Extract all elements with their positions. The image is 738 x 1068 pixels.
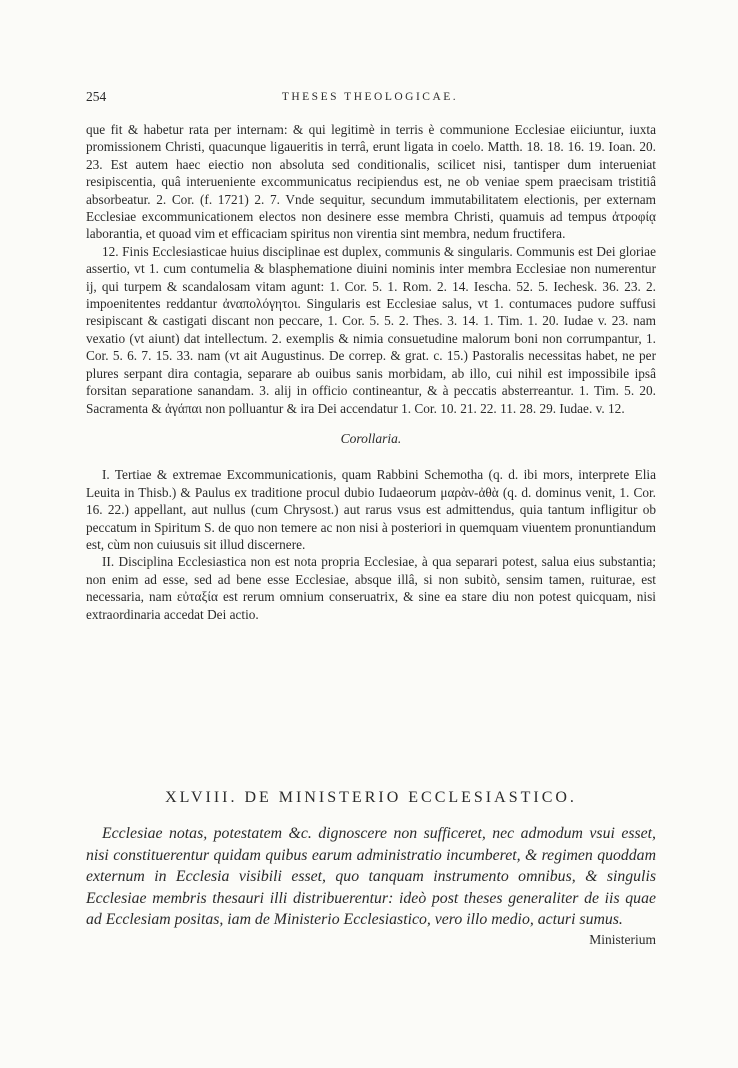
section-title: XLVIII. DE MINISTERIO ECCLESIASTICO. xyxy=(165,789,577,806)
paragraph-continuation: que fit & habetur rata per internam: & qui legitimè in terris è communione Ecclesiae eiiciuntur, iuxta promissionem Christi, quacunque ligaueritis in terrâ, erunt ligata in coelo. Matth. 18. 18. 16. 19. Ioan. 20. 23. Est autem haec eiectio non absoluta sed conditionalis, scilicet nisi, tantisper dum interueniat resipiscentia, quâ interueniente excommunicatus recipiendus est, ne ob veniae spem praecisam tristitiâ absorbeatur. 2. Cor. (f. 1721) 2. 7. Vnde sequitur, secundum immutabilitatem electionis, per externam Ecclesiae excommunicationem electos non desinere esse membra Christi, quamuis ad tempus ἀτροφίᾳ laborantia, et quoad vim et efficaciam spiritus non virentia sint membra, nedum fructifera. xyxy=(86,122,656,242)
running-title: THESES THEOLOGICAE. xyxy=(281,91,459,103)
section-intro: Ecclesiae notas, potestatem &c. dignoscere non sufficeret, nec admodum vsui esset, nisi constituerentur quidam quibus earum administratio incumberet, & regimen quoddam externum in Ecclesia visibili esset, quo tanquam instrumento omnibus, & singulis Ecclesiae membris thesauri illi distribuerentur: ideò post theses generaliter de iis quae ad Ecclesiam positas, iam de Ministerio Ecclesiastico, vero illo medio, acturi sumus. xyxy=(86,825,656,929)
corollary-2: II. Disciplina Ecclesiastica non est nota propria Ecclesiae, à qua separari potest, salua eius substantia; non enim ad esse, sed ad bene esse Ecclesiae, absque illâ, si non subitò, sensim tamen, ruiturae, est necessaria, nam εὐταξία est rerum omnium conseruatrix, & sine ea stare diu non potest quicquam, nisi extraordinaria accedat Dei actio. xyxy=(86,554,656,622)
page-header xyxy=(86,89,654,105)
page-number: 254 xyxy=(86,89,107,104)
section-ministerio xyxy=(86,789,656,948)
corollary-1: I. Tertiae & extremae Excommunicationis, quam Rabbini Schemotha (q. d. ibi mors, interprete Elia Leuita in Thisb.) & Paulus ex traditione procul dubio Iudaeorum μαρὰν-ἀθὰ (q. d. dominus venit, 1. Cor. 16. 22.) appellant, aut nullus (cum Chrysost.) aut rarus vsus est admittendus, quia tantum infligitur ob peccatum in Spiritum S. de quo non temere ac non nisi à posteriori in quemquam viuentem pronuntiandum est, cùm non cuiusuis sit illud discernere. xyxy=(86,467,656,552)
corollaria-heading: Corollaria. xyxy=(340,430,402,446)
main-text xyxy=(86,121,656,623)
paragraph-thesis-12: 12. Finis Ecclesiasticae huius disciplinae est duplex, communis & singularis. Communis est Dei gloriae assertio, vt 1. cum contumelia & blasphematione diuini nominis inter membra Ecclesiae non numerentur ij, qui turpem & scandalosam vitam agunt: 1. Cor. 5. 1. Rom. 2. 14. Iescha. 52. 5. Iechesk. 36. 23. 2. impoenitentes reddantur ἀναπολόγητοι. Singularis est Ecclesiae salus, vt 1. contumaces pudore suffusi resipiscant & castigati discant non peccare, 1. Cor. 5. 5. 2. Thes. 3. 14. 1. Tim. 1. 20. Iudae v. 23. nam vexatio (vt aiunt) dat intellectum. 2. exemplis & nimia consuetudine malorum boni non corrumpantur, 1. Cor. 5. 6. 7. 15. 33. nam (vt ait Augustinus. De correp. & grat. c. 15.) Pastoralis necessitas habet, ne per plures serpant dira contagia, separare ab ouibus sanis morbidam, ab illo, cui nihil est impossibile ipsâ forsitan separatione sanandam. 3. alij in officio contineantur, & à peccatis absterreantur. 1. Tim. 5. 20. Sacramenta & ἀγάπαι non polluantur & ira Dei accendatur 1. Cor. 10. 21. 22. 11. 28. 29. Iudae. v. 12. xyxy=(86,243,656,416)
catchword: Ministerium xyxy=(589,931,656,947)
